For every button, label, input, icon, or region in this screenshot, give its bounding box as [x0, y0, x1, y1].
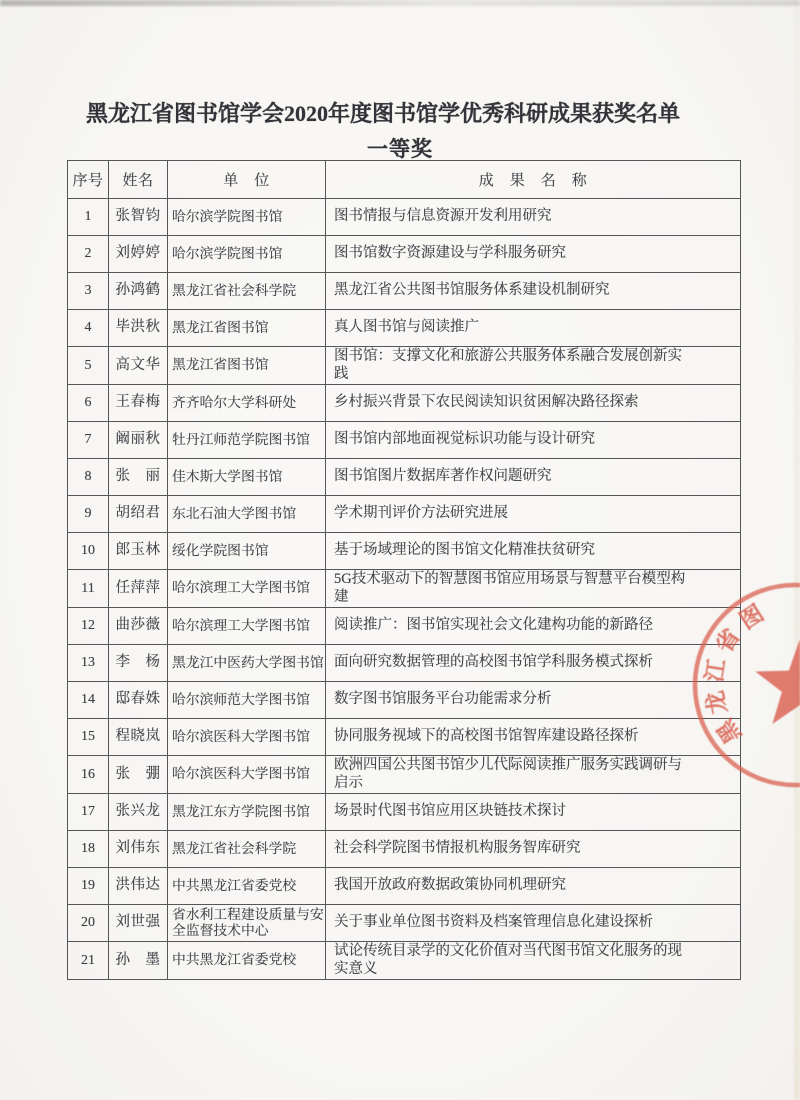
cell-unit: 齐齐哈尔大学科研处 [168, 385, 326, 422]
cell-achievement: 基于场域理论的图书馆文化精准扶贫研究 [326, 533, 741, 570]
cell-index: 13 [68, 645, 109, 682]
table-row [68, 496, 741, 533]
table-row [68, 533, 741, 570]
cell-achievement: 图书馆图片数据库著作权问题研究 [326, 459, 741, 496]
seal-char-sheng: 省 [711, 624, 745, 658]
cell-name: 刘世强 [109, 905, 168, 942]
cell-unit: 黑龙江省图书馆 [168, 347, 326, 385]
cell-achievement: 我国开放政府数据政策协同机理研究 [326, 868, 741, 905]
cell-index: 16 [68, 756, 109, 794]
cell-achievement: 关于事业单位图书资料及档案管理信息化建设探析 [326, 905, 741, 942]
cell-achievement: 图书馆内部地面视觉标识功能与设计研究 [326, 422, 741, 459]
cell-index: 9 [68, 496, 109, 533]
cell-unit: 东北石油大学图书馆 [168, 496, 326, 533]
table-row [68, 199, 741, 236]
table-row [68, 570, 741, 608]
table-row [68, 942, 741, 980]
table-row [68, 385, 741, 422]
cell-achievement: 乡村振兴背景下农民阅读知识贫困解决路径探索 [326, 385, 741, 422]
cell-name: 胡绍君 [109, 496, 168, 533]
table-row [68, 645, 741, 682]
award-table-body [68, 199, 741, 980]
cell-name: 洪伟达 [109, 868, 168, 905]
seal-char-hei: 黑 [712, 714, 746, 748]
cell-unit: 哈尔滨医科大学图书馆 [168, 756, 326, 794]
cell-index: 11 [68, 570, 109, 608]
table-row [68, 310, 741, 347]
cell-name: 张智钧 [109, 199, 168, 236]
award-tier-heading: 一等奖 [367, 137, 433, 161]
cell-index: 7 [68, 422, 109, 459]
header-row [68, 161, 741, 199]
cell-name: 高文华 [109, 347, 168, 385]
cell-name: 任萍萍 [109, 570, 168, 608]
cell-achievement: 图书情报与信息资源开发利用研究 [326, 199, 741, 236]
table-row [68, 422, 741, 459]
cell-name: 邸春姝 [109, 682, 168, 719]
cell-achievement: 图书馆：支撑文化和旅游公共服务体系融合发展创新实践 [326, 347, 741, 385]
cell-index: 2 [68, 236, 109, 273]
cell-achievement: 数字图书馆服务平台功能需求分析 [326, 682, 741, 719]
cell-unit: 牡丹江师范学院图书馆 [168, 422, 326, 459]
table-row [68, 868, 741, 905]
table-row [68, 794, 741, 831]
cell-unit: 哈尔滨学院图书馆 [168, 199, 326, 236]
cell-name: 刘伟东 [109, 831, 168, 868]
cell-index: 10 [68, 533, 109, 570]
cell-unit: 哈尔滨学院图书馆 [168, 236, 326, 273]
table-row [68, 905, 741, 942]
cell-index: 1 [68, 199, 109, 236]
cell-unit: 中共黑龙江省委党校 [168, 868, 326, 905]
cell-unit: 哈尔滨理工大学图书馆 [168, 608, 326, 645]
cell-unit: 黑龙江省社会科学院 [168, 273, 326, 310]
cell-index: 3 [68, 273, 109, 310]
cell-achievement: 黑龙江省公共图书馆服务体系建设机制研究 [326, 273, 741, 310]
document-title: 黑龙江省图书馆学会2020年度图书馆学优秀科研成果获奖名单 [85, 101, 680, 126]
cell-name: 孙 墨 [109, 942, 168, 980]
cell-achievement: 试论传统目录学的文化价值对当代图书馆文化服务的现实意义 [326, 942, 741, 980]
cell-index: 4 [68, 310, 109, 347]
cell-index: 14 [68, 682, 109, 719]
cell-unit: 佳木斯大学图书馆 [168, 459, 326, 496]
cell-achievement: 阅读推广：图书馆实现社会文化建构功能的新路径 [326, 608, 741, 645]
cell-achievement: 学术期刊评价方法研究进展 [326, 496, 741, 533]
cell-name: 刘婷婷 [109, 236, 168, 273]
cell-index: 18 [68, 831, 109, 868]
cell-unit: 绥化学院图书馆 [168, 533, 326, 570]
scan-edge-artifact-right [794, 0, 800, 1100]
table-row [68, 719, 741, 756]
cell-achievement: 面向研究数据管理的高校图书馆学科服务模式探析 [326, 645, 741, 682]
seal-char-jiang: 江 [701, 657, 730, 684]
cell-index: 12 [68, 608, 109, 645]
col-header-name: 姓名 [109, 161, 168, 199]
cell-achievement: 社会科学院图书情报机构服务智库研究 [326, 831, 741, 868]
col-header-index: 序号 [68, 161, 109, 199]
cell-index: 5 [68, 347, 109, 385]
cell-index: 21 [68, 942, 109, 980]
award-table [67, 160, 741, 980]
cell-achievement: 场景时代图书馆应用区块链技术探讨 [326, 794, 741, 831]
award-table-header [68, 161, 741, 199]
col-header-achievement: 成 果 名 称 [326, 161, 741, 199]
seal-char-long: 龙 [702, 688, 732, 717]
col-header-unit: 单 位 [168, 161, 326, 199]
cell-unit: 哈尔滨师范大学图书馆 [168, 682, 326, 719]
cell-name: 孙鸿鹤 [109, 273, 168, 310]
cell-unit: 中共黑龙江省委党校 [168, 942, 326, 980]
cell-index: 15 [68, 719, 109, 756]
cell-index: 19 [68, 868, 109, 905]
table-row [68, 682, 741, 719]
table-row [68, 459, 741, 496]
cell-name: 张 丽 [109, 459, 168, 496]
cell-unit: 黑龙江省社会科学院 [168, 831, 326, 868]
cell-index: 20 [68, 905, 109, 942]
cell-unit: 哈尔滨理工大学图书馆 [168, 570, 326, 608]
cell-index: 8 [68, 459, 109, 496]
table-row [68, 273, 741, 310]
cell-name: 郎玉林 [109, 533, 168, 570]
table-row [68, 236, 741, 273]
cell-achievement: 5G技术驱动下的智慧图书馆应用场景与智慧平台模型构建 [326, 570, 741, 608]
cell-unit: 黑龙江东方学院图书馆 [168, 794, 326, 831]
cell-index: 6 [68, 385, 109, 422]
cell-achievement: 图书馆数字资源建设与学科服务研究 [326, 236, 741, 273]
cell-unit: 黑龙江中医药大学图书馆 [168, 645, 326, 682]
cell-achievement: 欧洲四国公共图书馆少儿代际阅读推广服务实践调研与启示 [326, 756, 741, 794]
cell-achievement: 协同服务视域下的高校图书馆智库建设路径探析 [326, 719, 741, 756]
cell-name: 毕洪秋 [109, 310, 168, 347]
cell-name: 曲莎薇 [109, 608, 168, 645]
cell-unit: 哈尔滨医科大学图书馆 [168, 719, 326, 756]
cell-name: 张兴龙 [109, 794, 168, 831]
cell-achievement: 真人图书馆与阅读推广 [326, 310, 741, 347]
table-row [68, 756, 741, 794]
scan-edge-artifact-top [0, 0, 800, 6]
cell-unit: 省水利工程建设质量与安全监督技术中心 [168, 905, 326, 942]
cell-name: 张 弸 [109, 756, 168, 794]
seal-char-tu: 图 [735, 600, 769, 634]
cell-unit: 黑龙江省图书馆 [168, 310, 326, 347]
cell-name: 阚丽秋 [109, 422, 168, 459]
cell-name: 程晓岚 [109, 719, 168, 756]
table-row [68, 608, 741, 645]
table-row [68, 347, 741, 385]
cell-name: 王春梅 [109, 385, 168, 422]
cell-name: 李 杨 [109, 645, 168, 682]
cell-index: 17 [68, 794, 109, 831]
table-row [68, 831, 741, 868]
